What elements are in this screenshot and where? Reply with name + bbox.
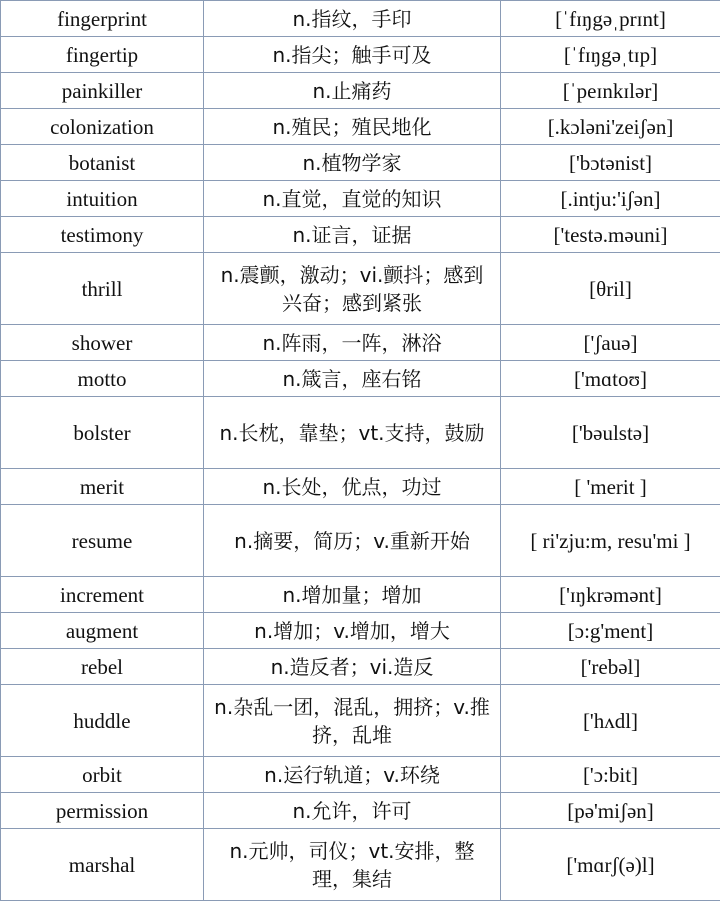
meaning-cell: n.运行轨道；v.环绕 — [204, 757, 501, 793]
meaning-cell: n.直觉，直觉的知识 — [204, 181, 501, 217]
phonetic-cell: ['rebəl] — [501, 649, 720, 685]
table-row — [1, 793, 720, 829]
word-cell: colonization — [1, 109, 204, 145]
word-cell: thrill — [1, 253, 204, 325]
phonetic-cell: ['bəulstə] — [501, 397, 720, 469]
word-cell: shower — [1, 325, 204, 361]
word-cell: increment — [1, 577, 204, 613]
phonetic-cell: ['testə.məuni] — [501, 217, 720, 253]
table-row — [1, 397, 720, 469]
meaning-cell: n.殖民；殖民地化 — [204, 109, 501, 145]
word-cell: rebel — [1, 649, 204, 685]
phonetic-cell: [.kɔləni'zeiʃən] — [501, 109, 720, 145]
phonetic-cell: [ˈfɪŋgəˌtɪp] — [501, 37, 720, 73]
word-cell: resume — [1, 505, 204, 577]
table-row — [1, 577, 720, 613]
phonetic-cell: [ˈpeɪnkɪlər] — [501, 73, 720, 109]
phonetic-cell: [θril] — [501, 253, 720, 325]
phonetic-cell: [pə'miʃən] — [501, 793, 720, 829]
table-row — [1, 505, 720, 577]
meaning-cell: n.长处，优点，功过 — [204, 469, 501, 505]
phonetic-cell: [ɔ:g'ment] — [501, 613, 720, 649]
table-row — [1, 253, 720, 325]
table-row — [1, 685, 720, 757]
table-row — [1, 109, 720, 145]
table-row — [1, 361, 720, 397]
word-cell: bolster — [1, 397, 204, 469]
phonetic-cell: ['ɪŋkrəmənt] — [501, 577, 720, 613]
word-cell: fingerprint — [1, 1, 204, 37]
meaning-cell: n.杂乱一团，混乱，拥挤；v.推挤，乱堆 — [204, 685, 501, 757]
meaning-cell: n.震颤，激动；vi.颤抖；感到兴奋；感到紧张 — [204, 253, 501, 325]
phonetic-cell: ['ɔ:bit] — [501, 757, 720, 793]
meaning-cell: n.元帅，司仪；vt.安排，整理，集结 — [204, 829, 501, 901]
table-row — [1, 829, 720, 901]
phonetic-cell: [ 'merit ] — [501, 469, 720, 505]
word-cell: orbit — [1, 757, 204, 793]
meaning-cell: n.植物学家 — [204, 145, 501, 181]
word-cell: marshal — [1, 829, 204, 901]
meaning-cell: n.增加；v.增加，增大 — [204, 613, 501, 649]
meaning-cell: n.增加量；增加 — [204, 577, 501, 613]
table-row — [1, 325, 720, 361]
table-row — [1, 1, 720, 37]
word-cell: augment — [1, 613, 204, 649]
meaning-cell: n.指纹，手印 — [204, 1, 501, 37]
meaning-cell: n.指尖；触手可及 — [204, 37, 501, 73]
table-row — [1, 73, 720, 109]
word-cell: botanist — [1, 145, 204, 181]
meaning-cell: n.阵雨，一阵，淋浴 — [204, 325, 501, 361]
table-row — [1, 649, 720, 685]
phonetic-cell: ['ʃauə] — [501, 325, 720, 361]
meaning-cell: n.造反者；vi.造反 — [204, 649, 501, 685]
meaning-cell: n.长枕，靠垫；vt.支持，鼓励 — [204, 397, 501, 469]
table-row — [1, 757, 720, 793]
table-row — [1, 613, 720, 649]
phonetic-cell: ['mɑtoʊ] — [501, 361, 720, 397]
table-row — [1, 37, 720, 73]
meaning-cell: n.允许，许可 — [204, 793, 501, 829]
phonetic-cell: ['bɔtənist] — [501, 145, 720, 181]
phonetic-cell: [ ri'zju:m, resu'mi ] — [501, 505, 720, 577]
word-cell: huddle — [1, 685, 204, 757]
meaning-cell: n.证言，证据 — [204, 217, 501, 253]
table-row — [1, 217, 720, 253]
table-row — [1, 181, 720, 217]
phonetic-cell: [.intju:'iʃən] — [501, 181, 720, 217]
word-cell: motto — [1, 361, 204, 397]
meaning-cell: n.止痛药 — [204, 73, 501, 109]
word-cell: intuition — [1, 181, 204, 217]
phonetic-cell: ['mɑrʃ(ə)l] — [501, 829, 720, 901]
word-cell: painkiller — [1, 73, 204, 109]
meaning-cell: n.摘要，简历；v.重新开始 — [204, 505, 501, 577]
table-row — [1, 145, 720, 181]
word-cell: merit — [1, 469, 204, 505]
word-cell: testimony — [1, 217, 204, 253]
word-cell: permission — [1, 793, 204, 829]
table-row — [1, 469, 720, 505]
phonetic-cell: [ˈfɪŋgəˌprɪnt] — [501, 1, 720, 37]
phonetic-cell: ['hʌdl] — [501, 685, 720, 757]
meaning-cell: n.箴言，座右铭 — [204, 361, 501, 397]
word-cell: fingertip — [1, 37, 204, 73]
